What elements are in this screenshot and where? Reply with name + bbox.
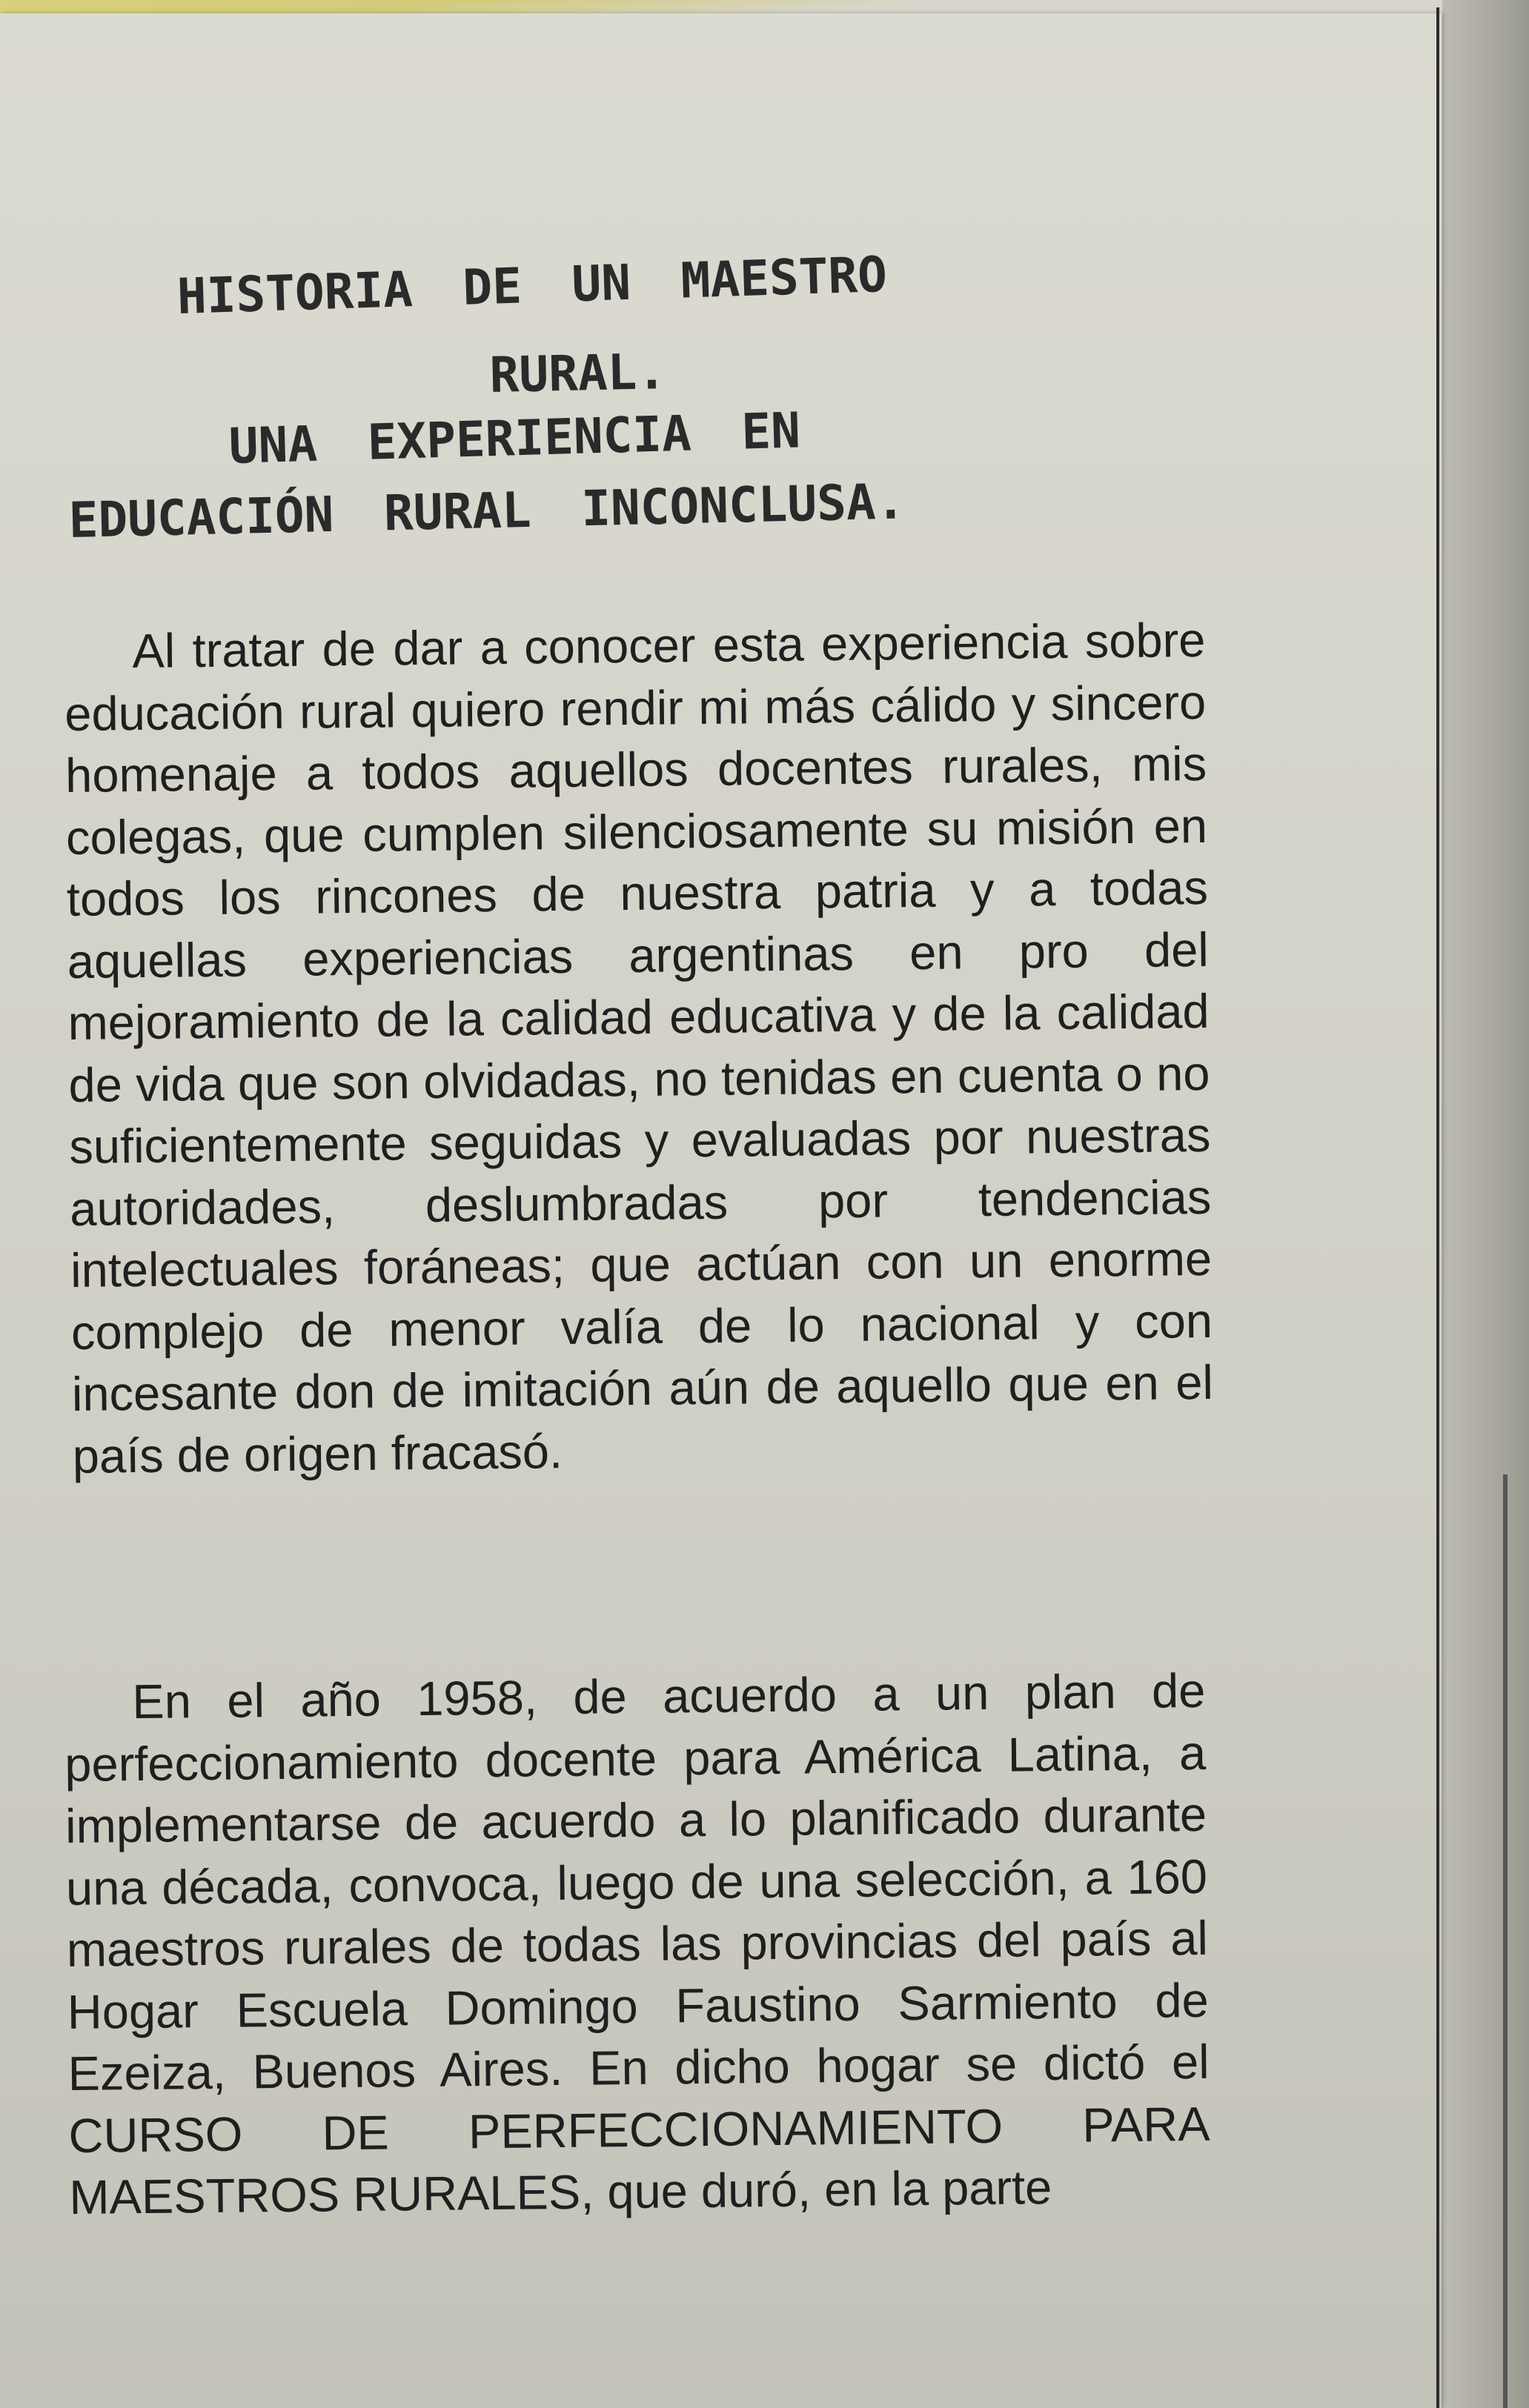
title-line-4: EDUCACIÓN RURAL INCONCLUSA. [67, 473, 906, 549]
paragraph-1-text: Al tratar de dar a conocer esta experiencia sobre educación rural quiero rendir mi más cálido y sincero homenaje a todos aquellos docentes rurales, mis colegas, que cumplen silenciosamente su misión en todos los rincones de nuestra patria y a todas aquellas experiencias argentinas en pro del mejoramiento de la calidad educativa y de la calidad de vida que son olvidadas, no tenidas en cuenta o no suficientemente seguidas y evaluadas por nuestras autoridades, deslumbradas por tendencias intelectuales foráneas; que actúan con un enorme complejo de menor valía de lo nacional y con incesante don de imitación aún de aquello que en el país de origen fracasó. [64, 612, 1214, 1483]
adjacent-page-line [1503, 1474, 1508, 2408]
paragraph-2 [64, 1660, 1211, 2229]
adjacent-page-strip [1442, 0, 1529, 2408]
title-line-1: HISTORIA DE UN MAESTRO [176, 245, 888, 325]
document-page [0, 13, 1442, 2408]
title-line-2: RURAL. [488, 343, 667, 404]
page-edge-line [1436, 7, 1439, 2408]
paragraph-2-text: En el año 1958, de acuerdo a un plan de perfeccionamiento docente para América Latina, a implementarse de acuerdo a lo planificado durante una década, convoca, luego de una selección, a 160 maestros rurales de todas las provincias del país al Hogar Escuela Domingo Faustino Sarmiento de Ezeiza, Buenos Aires. En dicho hogar se dictó el CURSO DE PERFECCIONAMIENTO PARA MAESTROS RURALES, que duró, en la parte [64, 1663, 1210, 2224]
title-line-3: UNA EXPERIENCIA EN [228, 402, 801, 475]
paragraph-1 [64, 609, 1214, 1487]
